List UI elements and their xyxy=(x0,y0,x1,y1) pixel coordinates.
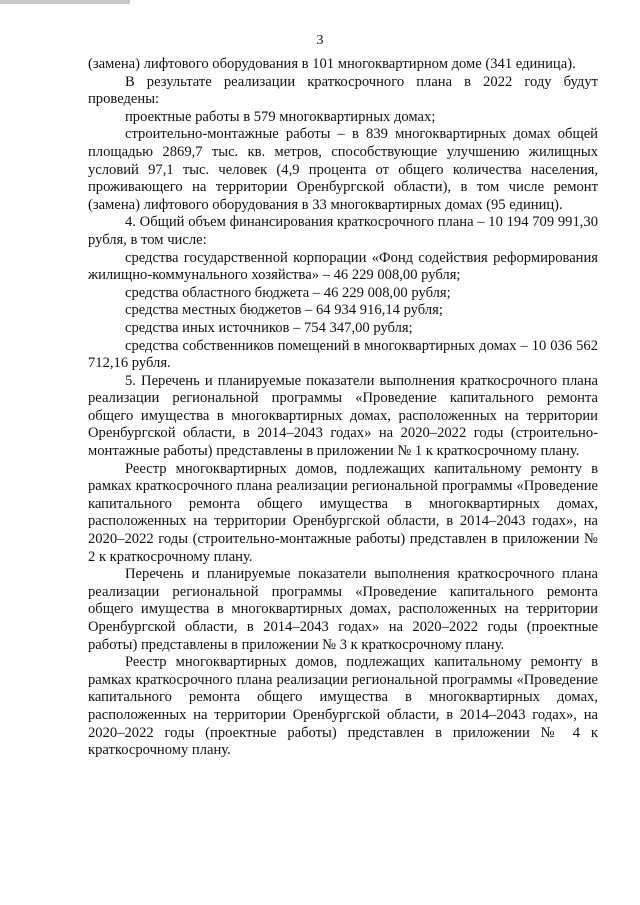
paragraph-12: Реестр многоквартирных домов, подлежащих капитальному ремонту в рамках краткосрочного плана реализации региональной программы «Проведение капитального ремонта общего имущества в многоквартирных домах, расположенных на территории Оренбургской области, в 2014–2043 годах», на 2020–2022 годы (строительно-монтажные работы) представлен в приложении № 2 к краткосрочному плану. xyxy=(88,460,598,565)
page-number: 3 xyxy=(316,33,324,48)
paragraph-10: средства собственников помещений в многоквартирных домах – 10 036 562 712,16 рубля. xyxy=(88,337,598,372)
paragraph-6: средства государственной корпорации «Фонд содействия реформирования жилищно-коммунального хозяйства» – 46 229 008,00 рубля; xyxy=(88,249,598,284)
paragraph-2: В результате реализации краткосрочного плана в 2022 году будут проведены: xyxy=(88,73,598,108)
paragraph-1: (замена) лифтового оборудования в 101 многоквартирном доме (341 единица). xyxy=(88,56,576,72)
document-body xyxy=(88,56,598,760)
paragraph-7: средства областного бюджета – 46 229 008,00 рубля; xyxy=(125,284,451,301)
paragraph-14: Реестр многоквартирных домов, подлежащих капитальному ремонту в рамках краткосрочного плана реализации региональной программы «Проведение капитального ремонта общего имущества в многоквартирных домах, расположенных на территории Оренбургской области, в 2014–2043 годах», на 2020–2022 годы (проектные работы) представлен в приложении № 4 к краткосрочному плану. xyxy=(88,654,598,759)
paragraph-3: проектные работы в 579 многоквартирных домах; xyxy=(125,108,436,125)
scan-edge-mark xyxy=(0,0,130,4)
paragraph-8: средства местных бюджетов – 64 934 916,14 рубля; xyxy=(125,302,443,319)
paragraph-11: 5. Перечень и планируемые показатели выполнения краткосрочного плана реализации региональной программы «Проведение капитального ремонта общего имущества в многоквартирных домах, расположенных на территории Оренбургской области, в 2014–2043 годах» на 2020–2022 годы (строительно-монтажные работы) представлены в приложении № 1 к краткосрочному плану. xyxy=(88,372,598,460)
paragraph-9: средства иных источников – 754 347,00 рубля; xyxy=(125,319,413,336)
paragraph-4: строительно-монтажные работы – в 839 многоквартирных домах общей площадью 2869,7 тыс. кв. метров, способствующие улучшению жилищных условий 97,1 тыс. человек (4,9 процента от общего количества населения, проживающего на территории Оренбургской области), в том числе ремонт (замена) лифтового оборудования в 33 многоквартирных домах (95 единиц). xyxy=(88,126,598,213)
paragraph-5: 4. Общий объем финансирования краткосрочного плана – 10 194 709 991,30 рубля, в том числе: xyxy=(88,214,598,248)
paragraph-13: Перечень и планируемые показатели выполнения краткосрочного плана реализации региональной программы «Проведение капитального ремонта общего имущества в многоквартирных домах, расположенных на территории Оренбургской области, в 2014–2043 годах» на 2020–2022 годы (проектные работы) представлены в приложении № 3 к краткосрочному плану. xyxy=(88,566,598,653)
